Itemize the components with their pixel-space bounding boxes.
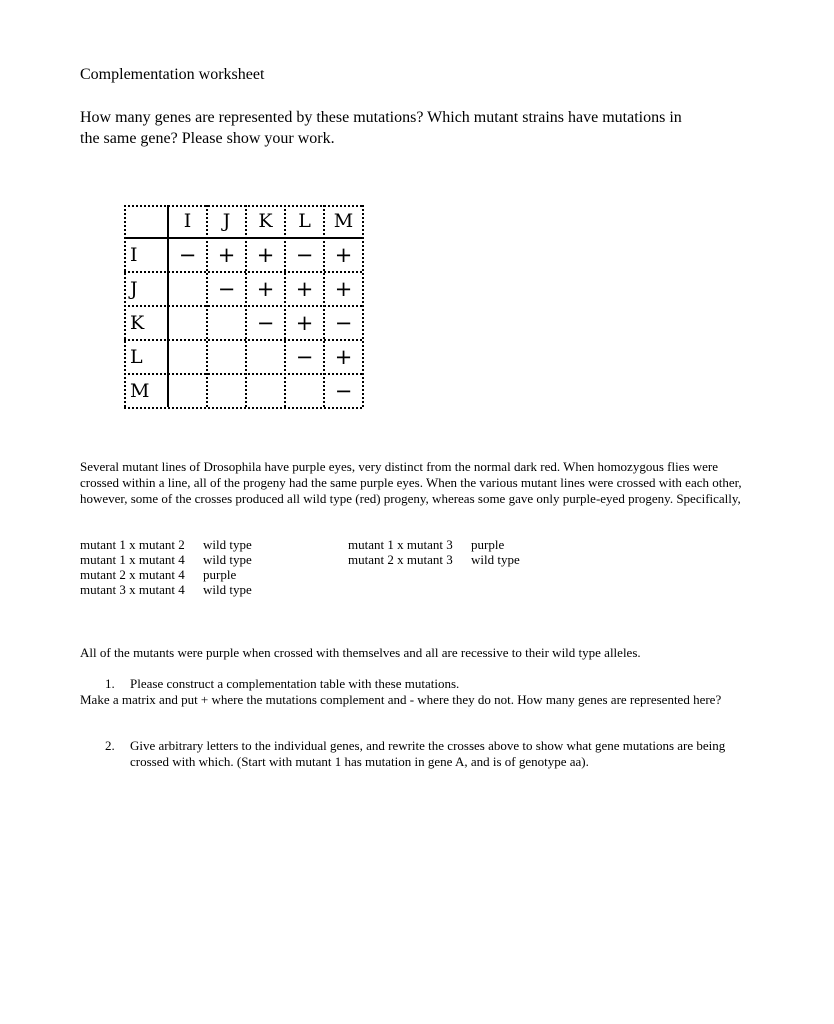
cross-row <box>348 537 520 552</box>
row-header: M <box>130 380 150 402</box>
cross-row <box>348 552 520 567</box>
matrix-cell: − <box>178 243 197 267</box>
cross-row <box>80 567 252 582</box>
page-title: Complementation worksheet <box>80 66 265 83</box>
intro-paragraph: Several mutant lines of Drosophila have purple eyes, very distinct from the normal dark red. When homozygous flies were crossed within a line, all of the progeny had the same purple eyes. When the various mutant lines were crossed with each other, however, some of the crosses produced all wild type (red) progeny, whereas some gave only purple-eyed progeny. Specifically, <box>80 459 742 506</box>
crosses-list-right <box>348 537 520 567</box>
matrix-cell: + <box>295 311 314 335</box>
column-header: K <box>258 210 273 232</box>
crosses-list-left <box>80 537 252 597</box>
matrix-cell: − <box>256 311 275 335</box>
cross-pair: mutant 3 x mutant 4 <box>80 582 185 597</box>
matrix-cell: − <box>295 345 314 369</box>
cross-pair: mutant 2 x mutant 3 <box>348 552 453 567</box>
column-header: I <box>183 210 192 232</box>
question-line-2: the same gene? Please show your work. <box>80 130 335 147</box>
matrix-cell: − <box>217 277 236 301</box>
column-header: J <box>222 210 231 232</box>
matrix-cell: + <box>295 277 314 301</box>
task-item-1 <box>105 676 459 692</box>
recessive-note: All of the mutants were purple when crossed with themselves and all are recessive to their wild type alleles. <box>80 645 641 660</box>
matrix-cell: − <box>334 379 353 403</box>
question-line-1: How many genes are represented by these mutations? Which mutant strains have mutations in <box>80 109 682 126</box>
row-header: L <box>130 346 143 368</box>
cross-result: wild type <box>471 552 520 567</box>
column-header: M <box>333 210 354 232</box>
cross-row <box>80 537 252 552</box>
cross-pair: mutant 2 x mutant 4 <box>80 567 185 582</box>
matrix-cell: + <box>256 277 275 301</box>
row-header: I <box>130 244 138 266</box>
item-text: Please construct a complementation table with these mutations. <box>130 676 460 691</box>
cross-row <box>80 582 252 597</box>
cross-pair: mutant 1 x mutant 4 <box>80 552 185 567</box>
cross-result: wild type <box>203 537 252 552</box>
cross-result: purple <box>471 537 505 552</box>
cross-pair: mutant 1 x mutant 3 <box>348 537 453 552</box>
matrix-cell: + <box>334 277 353 301</box>
item-number: 1. <box>105 676 115 691</box>
matrix-cell: + <box>256 243 275 267</box>
cross-row <box>80 552 252 567</box>
item-number: 2. <box>105 738 115 753</box>
task-item-2 <box>105 738 745 770</box>
matrix-instructions: Make a matrix and put + where the mutations complement and - where they do not. How many genes are represented here? <box>80 692 722 707</box>
matrix-cell: − <box>334 311 353 335</box>
row-header: J <box>130 278 138 300</box>
cross-result: wild type <box>203 582 252 597</box>
cross-result: purple <box>203 567 237 582</box>
column-header: L <box>298 210 311 232</box>
matrix-cell: + <box>334 345 353 369</box>
matrix-cell: + <box>217 243 236 267</box>
cross-pair: mutant 1 x mutant 2 <box>80 537 185 552</box>
item-text: Give arbitrary letters to the individual genes, and rewrite the crosses above to show what gene mutations are being crossed with which. (Start with mutant 1 has mutation in gene A, and is of genotype aa). <box>130 738 726 769</box>
cross-result: wild type <box>203 552 252 567</box>
complementation-matrix <box>124 205 360 407</box>
matrix-cell: + <box>334 243 353 267</box>
matrix-cell: − <box>295 243 314 267</box>
row-header: K <box>130 312 145 334</box>
